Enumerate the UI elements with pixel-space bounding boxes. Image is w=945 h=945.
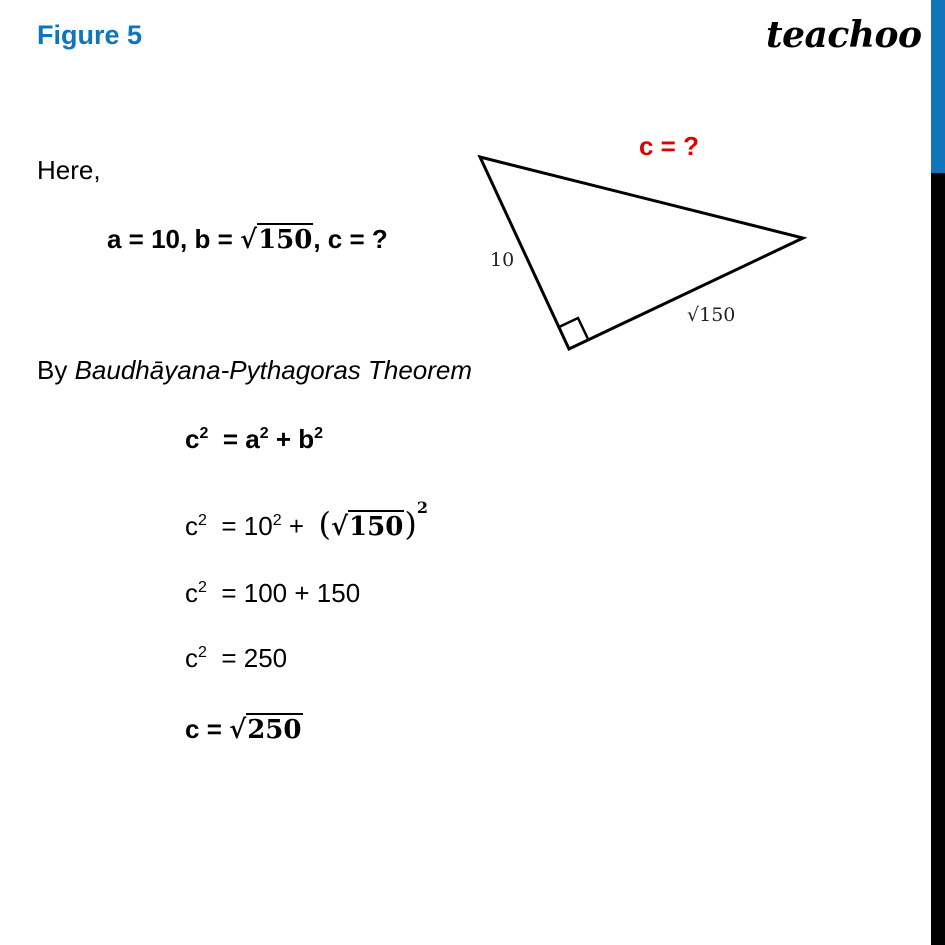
step-5-rhs: = [206,714,230,744]
given-b-radicand: 150 [258,225,313,255]
theorem-name: Baudhāyana-Pythagoras Theorem [74,355,473,385]
step-5-radicand: 250 [247,715,302,745]
intro-text: Here, [37,155,101,185]
step-2-rhs-ten: = 10 [221,511,273,541]
step-1-a-exp: 2 [259,425,269,442]
step-3-lhs-exp: 2 [198,579,207,596]
step-2-lhs-exp: 2 [198,512,207,529]
step-4-lhs-exp: 2 [198,644,207,661]
open-paren: ( [318,505,331,543]
side-a-label: 10 [490,249,515,271]
step-1-rhs-a: = a [222,424,260,454]
step-2-lhs: c [185,511,198,541]
close-paren: ) [404,505,417,543]
step-1-rhs-b: + b [268,424,315,454]
step-2-radicand: 150 [349,512,404,542]
given-a: a = 10, b = [107,224,240,254]
step-4-lhs: c [185,643,198,673]
theorem-prefix: By [37,355,75,385]
step-1-lhs: c [185,424,200,454]
unknown-side-label: c = ? [639,131,699,161]
step-5-lhs: c [185,714,200,744]
step-1-b-exp: 2 [314,425,324,442]
step-2-ten-exp: 2 [272,512,282,529]
figure-title: Figure 5 [37,20,143,50]
step-2-outer-exp: 2 [416,498,428,517]
sqrt-symbol: √ [330,512,349,542]
triangle-shape [480,157,803,349]
side-b-label: √150 [687,304,736,326]
given-c: , c = ? [313,224,388,254]
sqrt-symbol: √ [239,225,258,255]
step-4-rhs: = 250 [221,643,288,673]
sqrt-symbol: √ [229,715,247,745]
teachoo-logo: teachoo [766,14,922,56]
step-3-lhs: c [185,578,198,608]
step-1-lhs-exp: 2 [199,425,209,442]
step-2-plus: + [281,511,312,541]
step-3-rhs: = 100 + 150 [221,578,361,608]
